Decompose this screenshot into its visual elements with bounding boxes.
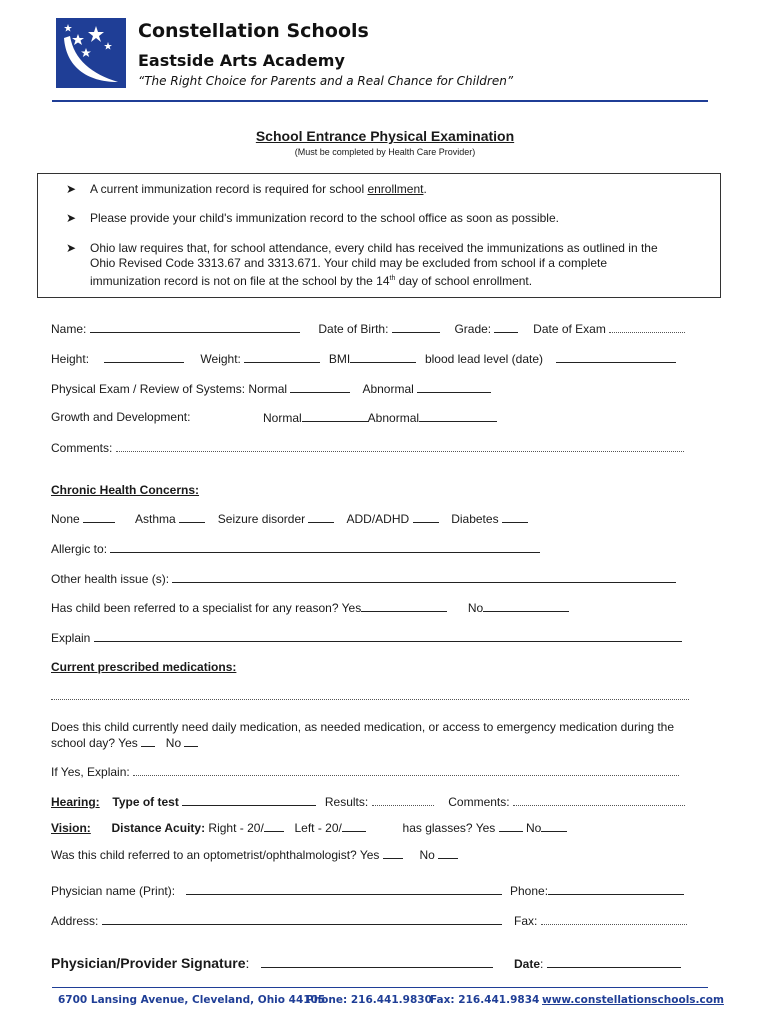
- optometrist-no-label: No: [419, 848, 435, 862]
- footer-website[interactable]: www.constellationschools.com: [542, 994, 724, 1006]
- row-name: [51, 321, 685, 337]
- row-growth-options: [263, 410, 497, 426]
- referred-no-label: No: [467, 601, 484, 615]
- growth-abnormal-label: Abnormal: [367, 411, 420, 425]
- dob-field[interactable]: [392, 321, 440, 333]
- row-signature: Physician/Provider Signature:: [51, 954, 493, 972]
- diabetes-field[interactable]: [502, 511, 528, 523]
- row-physical-exam: [51, 381, 491, 397]
- enrollment-link[interactable]: enrollment: [367, 182, 424, 196]
- physician-name-label: Physician name (Print):: [51, 884, 176, 898]
- referred-yes-field[interactable]: [361, 600, 447, 612]
- glasses-label: has glasses?: [402, 821, 473, 835]
- row-explain: [51, 630, 682, 646]
- referred-yes-label: Yes: [341, 601, 362, 615]
- row-growth: [51, 410, 190, 425]
- hearing-label: Hearing:: [51, 795, 100, 809]
- medication-no-field[interactable]: [184, 735, 198, 747]
- growth-normal-label: Normal: [263, 411, 302, 425]
- results-label: Results:: [324, 795, 369, 809]
- diabetes-label: Diabetes: [451, 512, 499, 526]
- hearing-comments-label: Comments:: [448, 795, 510, 809]
- none-field[interactable]: [83, 511, 115, 523]
- row-physician-name: [51, 883, 502, 899]
- comments-label: Comments:: [51, 441, 113, 455]
- results-field[interactable]: [372, 794, 434, 806]
- row-address: [51, 913, 502, 929]
- medication-yes-label: Yes: [118, 736, 138, 750]
- footer-divider: [52, 987, 708, 988]
- glasses-yes-label: Yes: [475, 821, 496, 835]
- row-signature-date: Date:: [514, 956, 681, 972]
- growth-normal-field[interactable]: [302, 410, 368, 422]
- optometrist-yes-field[interactable]: [383, 847, 403, 859]
- adhd-label: ADD/ADHD: [346, 512, 410, 526]
- physical-abnormal-field[interactable]: [417, 381, 491, 393]
- if-yes-label: If Yes, Explain:: [51, 765, 130, 779]
- right-eye-label: Right - 20/: [208, 821, 264, 835]
- notice-item-3-line-3: immunization record is not on file at the school by the 14th day of school enrollment.: [90, 274, 533, 288]
- glasses-no-label: No: [525, 821, 542, 835]
- form-subtitle-text: (Must be completed by Health Care Provider): [294, 147, 476, 157]
- seizure-label: Seizure disorder: [217, 512, 306, 526]
- signature-field[interactable]: [261, 954, 493, 968]
- notice-item-3: ➤ Ohio law requires that, for school attendance, every child has received the immunizations as outlined in the: [66, 241, 658, 255]
- blood-lead-field[interactable]: [556, 351, 676, 363]
- comments-field[interactable]: [116, 440, 684, 452]
- school-motto: “The Right Choice for Parents and a Real Chance for Children”: [138, 74, 514, 88]
- adhd-field[interactable]: [413, 511, 439, 523]
- chronic-heading: Chronic Health Concerns:: [51, 483, 200, 497]
- row-vision: [51, 820, 567, 836]
- row-hearing: [51, 794, 685, 810]
- footer-address: 6700 Lansing Avenue, Cleveland, Ohio 44105: [58, 994, 326, 1006]
- asthma-field[interactable]: [179, 511, 205, 523]
- medications-field[interactable]: [51, 699, 689, 700]
- form-title: [0, 128, 770, 146]
- left-eye-label: Left - 20/: [294, 821, 342, 835]
- name-label: Name:: [51, 322, 87, 336]
- row-fax: [514, 913, 687, 929]
- medication-question-line-2: school day? Yes No: [51, 735, 198, 751]
- exam-date-label: Date of Exam: [533, 322, 606, 336]
- right-eye-field[interactable]: [264, 820, 284, 832]
- distance-acuity-label: Distance Acuity:: [111, 821, 206, 835]
- optometrist-no-field[interactable]: [438, 847, 458, 859]
- arrow-bullet-icon: ➤: [66, 182, 77, 196]
- test-type-field[interactable]: [182, 794, 316, 806]
- glasses-yes-field[interactable]: [499, 820, 523, 832]
- form-title-text: School Entrance Physical Examination: [255, 128, 515, 144]
- row-chronic-conditions: [51, 511, 528, 527]
- medication-yes-field[interactable]: [141, 735, 155, 747]
- footer-phone: Phone: 216.441.9830: [306, 994, 432, 1006]
- grade-label: Grade:: [454, 322, 492, 336]
- allergic-label: Allergic to:: [51, 542, 108, 556]
- date-field[interactable]: [547, 956, 681, 968]
- phone-label: Phone:: [510, 884, 549, 898]
- medication-no-label: No: [165, 736, 182, 750]
- address-field[interactable]: [102, 913, 502, 925]
- none-label: None: [51, 512, 80, 526]
- left-eye-field[interactable]: [342, 820, 366, 832]
- name-field[interactable]: [90, 321, 300, 333]
- asthma-label: Asthma: [135, 512, 176, 526]
- weight-field[interactable]: [244, 351, 320, 363]
- address-label: Address:: [51, 914, 99, 928]
- star-logo-icon: [56, 18, 126, 88]
- fax-label: Fax:: [514, 914, 538, 928]
- signature-label: Physician/Provider Signature: [51, 955, 246, 971]
- optometrist-label: Was this child referred to an optometrist/ophthalmologist?: [51, 848, 357, 862]
- row-comments: [51, 440, 684, 456]
- row-referred: [51, 600, 569, 616]
- physical-normal-field[interactable]: [290, 381, 350, 393]
- weight-label: Weight:: [200, 352, 241, 366]
- vision-label: Vision:: [51, 821, 91, 835]
- arrow-bullet-icon: ➤: [66, 211, 77, 225]
- physician-name-field[interactable]: [186, 883, 502, 895]
- notice-item-2: ➤ Please provide your child's immunization record to the school office as soon as possible.: [66, 211, 559, 225]
- bmi-label: BMI: [328, 352, 351, 366]
- physical-normal-label: Normal: [248, 382, 288, 396]
- date-label: Date: [514, 957, 541, 971]
- test-type-label: Type of test: [112, 795, 179, 809]
- medication-question-line-1: Does this child currently need daily medication, as needed medication, or access to emergency medication during the: [51, 720, 675, 734]
- notice-item-3-line-2: Ohio Revised Code 3313.67 and 3313.671. Your child may be excluded from school if a complete: [90, 256, 607, 270]
- form-subtitle: [0, 147, 770, 157]
- grade-field[interactable]: [494, 321, 518, 333]
- seizure-field[interactable]: [308, 511, 334, 523]
- hearing-comments-field[interactable]: [513, 794, 685, 806]
- fax-field[interactable]: [541, 913, 687, 925]
- referred-no-field[interactable]: [483, 600, 569, 612]
- physical-exam-label: Physical Exam / Review of Systems:: [51, 382, 246, 396]
- physical-abnormal-label: Abnormal: [362, 382, 414, 396]
- allergic-field[interactable]: [110, 541, 540, 553]
- arrow-bullet-icon: ➤: [66, 241, 77, 255]
- optometrist-yes-label: Yes: [359, 848, 380, 862]
- growth-label: Growth and Development:: [51, 410, 191, 424]
- row-other-health: [51, 571, 676, 587]
- org-name: Constellation Schools: [138, 20, 369, 42]
- growth-abnormal-field[interactable]: [419, 410, 497, 422]
- explain-label: Explain: [51, 631, 91, 645]
- row-optometrist: [51, 847, 458, 863]
- other-health-field[interactable]: [172, 571, 676, 583]
- row-if-yes: [51, 764, 679, 780]
- medications-heading: Current prescribed medications:: [51, 660, 237, 674]
- dob-label: Date of Birth:: [318, 322, 389, 336]
- notice-item-1: ➤ A current immunization record is required for school enrollment.: [66, 182, 427, 196]
- row-phone: [510, 883, 684, 899]
- school-logo: [56, 18, 126, 88]
- phone-field[interactable]: [548, 883, 684, 895]
- footer-fax: Fax: 216.441.9834: [430, 994, 540, 1006]
- height-label: Height:: [51, 352, 90, 366]
- exam-date-field[interactable]: [609, 321, 685, 333]
- row-allergic: [51, 541, 540, 557]
- other-health-label: Other health issue (s):: [51, 572, 170, 586]
- referred-label: Has child been referred to a specialist for any reason?: [51, 601, 339, 615]
- blood-lead-label: blood lead level (date): [424, 352, 544, 366]
- height-field[interactable]: [104, 351, 184, 363]
- bmi-field[interactable]: [350, 351, 416, 363]
- school-name: Eastside Arts Academy: [138, 51, 345, 70]
- header-divider: [52, 100, 708, 102]
- glasses-no-field[interactable]: [541, 820, 567, 832]
- row-height: [51, 351, 676, 367]
- if-yes-field[interactable]: [133, 764, 679, 776]
- explain-field[interactable]: [94, 630, 682, 642]
